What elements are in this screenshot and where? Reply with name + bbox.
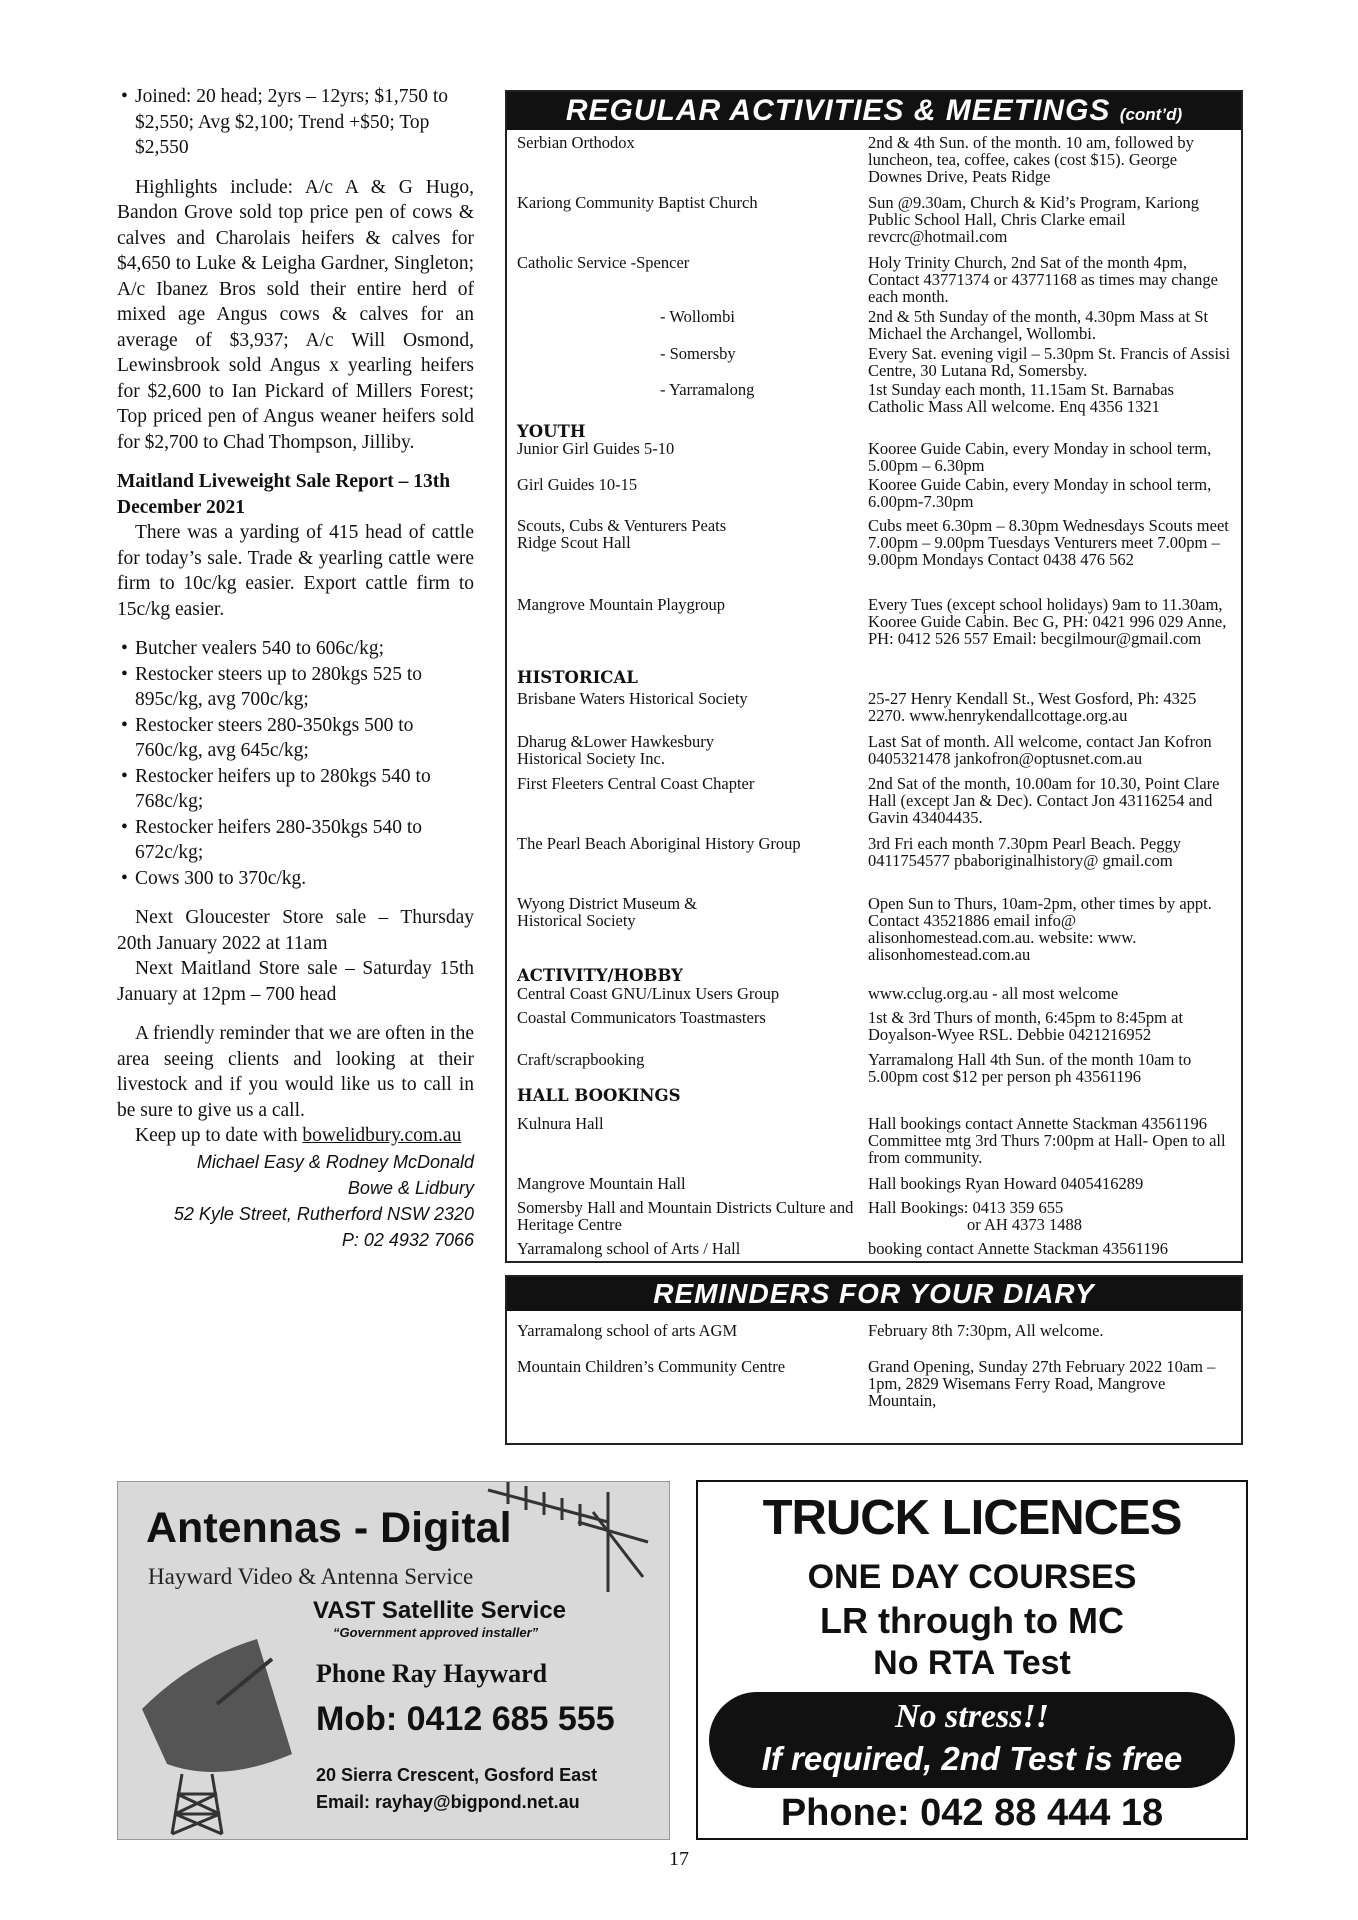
truck-promo-pill — [709, 1692, 1235, 1788]
page-number: 17 — [669, 1848, 689, 1870]
signature-address: 52 Kyle Street, Rutherford NSW 2320 — [173, 1203, 474, 1224]
price-bullet-list — [117, 636, 474, 891]
activity-detail: Every Tues (except school holidays) 9am to 11.30am, Kooree Guide Cabin. Bec G, PH: 0421 996 029 Anne, PH: 0412 526 557 Email: becgilmour@gmail.com — [868, 595, 1227, 648]
price-bullet: • Cows 300 to 370c/kg. — [117, 866, 474, 892]
activity-org: - Yarramalong — [660, 380, 755, 399]
signature-phone: P: 02 4932 7066 — [341, 1229, 474, 1250]
truck-line-courses: ONE DAY COURSES — [807, 1558, 1137, 1596]
activity-detail: www.cclug.org.au - all most welcome — [868, 984, 1119, 1003]
activity-org: Brisbane Waters Historical Society — [517, 689, 748, 708]
no-stress-text: No stress!! — [895, 1698, 1049, 1735]
reminders-box — [505, 1275, 1243, 1445]
price-bullet: • Restocker heifers up to 280kgs 540 to 768c/kg; — [117, 764, 474, 815]
activity-detail: booking contact Annette Stackman 43561196 — [868, 1239, 1168, 1258]
activity-detail: Hall bookings Ryan Howard 0405416289 — [868, 1174, 1144, 1193]
activity-org: Somersby Hall and Mountain Districts Culture and Heritage Centre — [517, 1198, 854, 1234]
price-bullet: • Butcher vealers 540 to 606c/kg; — [117, 636, 474, 662]
activity-org: Kariong Community Baptist Church — [517, 193, 758, 212]
activity-detail: Yarramalong Hall 4th Sun. of the month 10am to 5.00pm cost $12 per person ph 43561196 — [868, 1050, 1192, 1086]
price-bullet: • Restocker heifers 280-350kgs 540 to 672c/kg; — [117, 815, 474, 866]
activity-detail: Sun @9.30am, Church & Kid’s Program, Kariong Public School Hall, Chris Clarke email revcrc@hotmail.com — [868, 193, 1199, 246]
signature-company: Bowe & Lidbury — [347, 1177, 474, 1198]
activity-org: Serbian Orthodox — [517, 133, 635, 152]
vast-service: VAST Satellite Service — [313, 1597, 567, 1624]
activities-box — [505, 90, 1243, 1263]
activity-detail: 1st Sunday each month, 11.15am St. Barnabas Catholic Mass All welcome. Enq 4356 1321 — [868, 380, 1174, 416]
section-youth: YOUTH — [517, 422, 586, 441]
mobile-number: Mob: 0412 685 555 — [316, 1700, 615, 1738]
activity-org: The Pearl Beach Aboriginal History Group — [517, 834, 801, 853]
activity-detail: 1st & 3rd Thurs of month, 6:45pm to 8:45pm at Doyalson-Wyee RSL. Debbie 0421216952 — [868, 1008, 1184, 1044]
website-link[interactable]: bowelidbury.com.au — [302, 1125, 462, 1146]
satellite-dish-icon — [132, 1634, 302, 1839]
next-gloucester-sale: Next Gloucester Store sale – Thursday 20th January 2022 at 11am — [117, 907, 474, 954]
activity-org: Coastal Communicators Toastmasters — [517, 1008, 766, 1027]
reminder-detail: February 8th 7:30pm, All welcome. — [868, 1321, 1104, 1340]
activity-org: Craft/scrapbooking — [517, 1050, 645, 1069]
reminders-title: REMINDERS FOR YOUR DIARY — [507, 1277, 1241, 1311]
next-maitland-sale: Next Maitland Store sale – Saturday 15th January at 12pm – 700 head — [117, 958, 474, 1005]
activity-org: Junior Girl Guides 5-10 — [517, 439, 675, 458]
report-body: There was a yarding of 415 head of cattle for today’s sale. Trade & yearling cattle were firm to 10c/kg easier. Export cattle firm to 15c/kg easier. — [117, 522, 474, 620]
truck-line-no-test: No RTA Test — [873, 1644, 1071, 1682]
activity-org: Wyong District Museum & Historical Society — [517, 894, 698, 930]
truck-line-classes: LR through to MC — [820, 1600, 1124, 1641]
activity-detail: Kooree Guide Cabin, every Monday in school term, 5.00pm – 6.30pm — [868, 439, 1212, 475]
report-heading: Maitland Liveweight Sale Report – 13th December 2021 — [117, 471, 451, 518]
section-historical: HISTORICAL — [517, 668, 638, 687]
truck-title: TRUCK LICENCES — [762, 1491, 1182, 1545]
activity-org: Central Coast GNU/Linux Users Group — [517, 984, 780, 1003]
antenna-email: Email: rayhay@bigpond.net.au — [316, 1792, 580, 1812]
activity-org: First Fleeters Central Coast Chapter — [517, 774, 755, 793]
activities-banner — [507, 92, 1241, 130]
activity-org: Yarramalong school of Arts / Hall — [517, 1239, 741, 1258]
activity-org: - Wollombi — [660, 307, 735, 326]
antenna-subtitle: Hayward Video & Antenna Service — [148, 1564, 474, 1589]
activity-org: Mangrove Mountain Hall — [517, 1174, 686, 1193]
activity-detail: 25-27 Henry Kendall St., West Gosford, Ph: 4325 2270. www.henrykendallcottage.org.au — [868, 689, 1197, 725]
antenna-advert — [117, 1481, 670, 1840]
antenna-address: 20 Sierra Crescent, Gosford East — [316, 1765, 598, 1785]
highlights-paragraph: Highlights include: A/c A & G Hugo, Bandon Grove sold top price pen of cows & calves and Charolais heifers & calves for $4,650 to Luke & Leigha Gardner, Singleton; A/c Ibanez Bros sold their entire herd of mixed age Angus cows & calves for an average of $3,937; A/c Will Osmond, Lewinsbrook sold Angus x yearling heifers for $2,600 to Ian Pickard of Millers Forest; Top priced pen of Angus weaner heifers sold for $2,700 to Chad Thompson, Jilliby. — [117, 176, 474, 453]
keep-up-line — [117, 1123, 474, 1149]
activity-detail: 2nd Sat of the month, 10.00am for 10.30, Point Clare Hall (except Jan & Dec). Contact Jon 43116254 and Gavin 43404435. — [868, 774, 1220, 827]
activity-detail: 3rd Fri each month 7.30pm Pearl Beach. Peggy 0411754577 pbaboriginalhistory@ gmail.com — [868, 834, 1181, 870]
activities-title: REGULAR ACTIVITIES & MEETINGS — [565, 94, 1111, 127]
activity-org: Kulnura Hall — [517, 1114, 604, 1133]
signature-names: Michael Easy & Rodney McDonald — [196, 1151, 474, 1172]
activity-detail: Holy Trinity Church, 2nd Sat of the month 4pm, Contact 43771374 or 43771168 as times may change each month. — [868, 253, 1218, 306]
activity-org: Catholic Service -Spencer — [517, 253, 690, 272]
second-test-text: If required, 2nd Test is free — [761, 1740, 1183, 1777]
activity-detail: Cubs meet 6.30pm – 8.30pm Wednesdays Scouts meet 7.00pm – 9.00pm Tuesdays Venturers meet 7.00pm – 9.00pm Mondays Contact 0438 476 562 — [868, 516, 1229, 569]
reminder-detail: Grand Opening, Sunday 27th February 2022 10am – 1pm, 2829 Wisemans Ferry Road, Mangrove Mountain, — [868, 1357, 1216, 1410]
activity-detail: 2nd & 5th Sunday of the month, 4.30pm Mass at St Michael the Archangel, Wollombi. — [868, 307, 1209, 343]
section-activity-hobby: ACTIVITY/HOBBY — [517, 966, 683, 985]
activity-detail: 2nd & 4th Sun. of the month. 10 am, followed by luncheon, tea, coffee, cakes (cost $15). George Downes Drive, Peats Ridge — [868, 133, 1194, 186]
activity-org: Scouts, Cubs & Venturers Peats Ridge Scout Hall — [517, 516, 727, 552]
activity-detail: Kooree Guide Cabin, every Monday in school term, 6.00pm-7.30pm — [868, 475, 1212, 511]
price-bullet: • Restocker steers 280-350kgs 500 to 760c/kg, avg 645c/kg; — [117, 713, 474, 764]
activity-org: Girl Guides 10-15 — [517, 475, 638, 494]
activity-detail: Hall bookings contact Annette Stackman 43561196 Committee mtg 3rd Thurs 7:00pm at Hall- Open to all from community. — [868, 1114, 1226, 1167]
keep-up-text: Keep up to date with — [135, 1125, 303, 1146]
activity-org: Mangrove Mountain Playgroup — [517, 595, 726, 614]
activity-org: - Somersby — [660, 344, 736, 363]
phone-contact: Phone Ray Hayward — [316, 1659, 548, 1688]
reminder-org: Yarramalong school of arts AGM — [517, 1321, 738, 1340]
installer-note: “Government approved installer” — [333, 1625, 539, 1640]
activity-detail: Open Sun to Thurs, 10am-2pm, other times by appt. Contact 43521886 email info@ alisonhomestead.com.au. website: www. alisonhomestead.com.au — [868, 894, 1212, 964]
activity-detail: Hall Bookings: 0413 359 655 or AH 4373 1488 — [868, 1198, 1083, 1234]
activities-title-suffix: (cont’d) — [1119, 105, 1183, 124]
activity-detail: Last Sat of month. All welcome, contact Jan Kofron 0405321478 jankofron@optusnet.com.au — [868, 732, 1212, 768]
section-hall-bookings: HALL BOOKINGS — [517, 1086, 681, 1105]
reminder-paragraph: A friendly reminder that we are often in the area seeing clients and looking at their livestock and if you would like us to call in be sure to give us a call. — [117, 1023, 474, 1121]
activity-org: Dharug &Lower Hawkesbury Historical Society Inc. — [517, 732, 715, 768]
activity-detail: Every Sat. evening vigil – 5.30pm St. Francis of Assisi Centre, 30 Lutana Rd, Somersby. — [868, 344, 1231, 380]
price-bullet: • Restocker steers up to 280kgs 525 to 895c/kg, avg 700c/kg; — [117, 662, 474, 713]
joined-bullet: • Joined: 20 head; 2yrs – 12yrs; $1,750 to $2,550; Avg $2,100; Trend +$50; Top $2,550 — [117, 84, 474, 161]
left-column — [117, 84, 474, 1253]
truck-licence-advert — [696, 1480, 1248, 1840]
truck-phone: Phone: 042 88 444 18 — [780, 1792, 1164, 1834]
reminder-org: Mountain Children’s Community Centre — [517, 1357, 786, 1376]
antenna-title: Antennas - Digital — [146, 1504, 512, 1552]
